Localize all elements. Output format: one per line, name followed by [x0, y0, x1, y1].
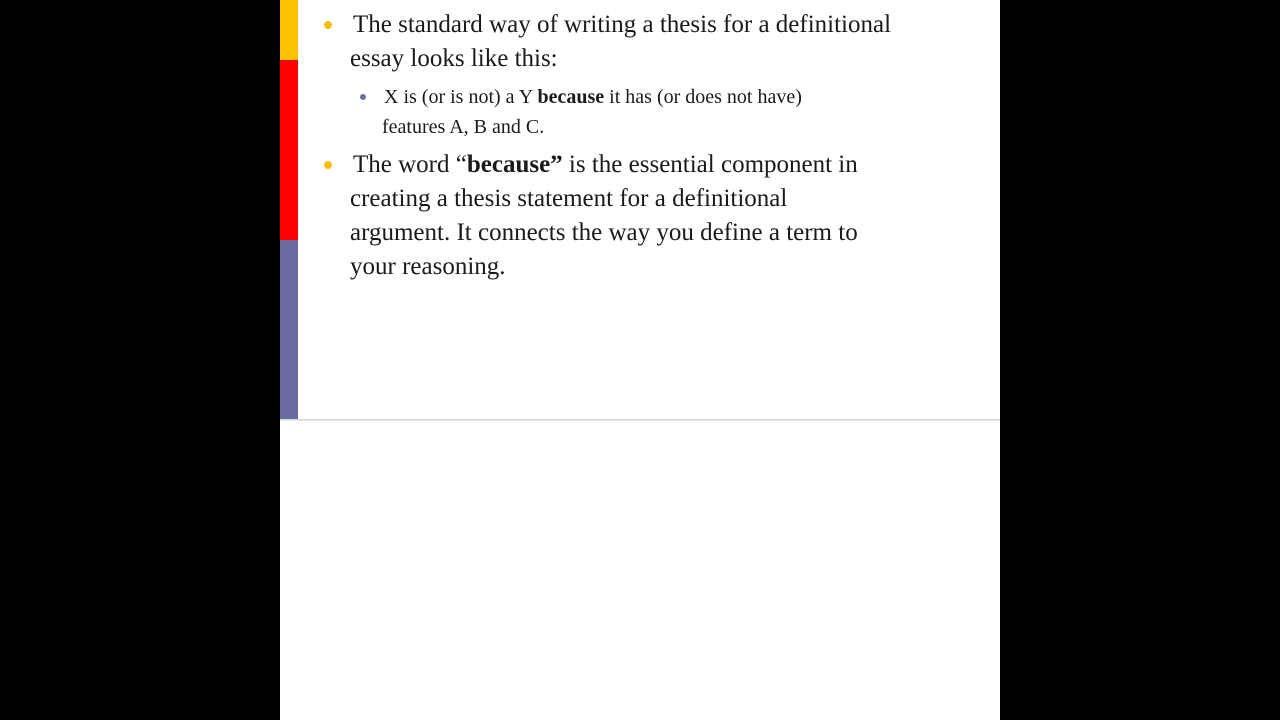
sub-bullet-line — [382, 82, 970, 112]
document-page — [280, 0, 1000, 720]
slide — [280, 0, 1000, 419]
accent-bar-blue — [280, 240, 298, 419]
bullet-thesis-format — [350, 8, 970, 76]
bullet-line: your reasoning. — [350, 253, 506, 280]
bullet-dot-icon — [324, 161, 332, 169]
slide-content — [350, 8, 970, 284]
bullet-line: essay looks like this: — [350, 45, 558, 72]
bullet-dot-icon — [324, 21, 332, 29]
template-keyword: because — [537, 86, 605, 108]
accent-bar-red — [280, 60, 298, 240]
bullet-text: The word “ — [353, 151, 467, 178]
bullet-line — [350, 148, 970, 182]
template-text: X is (or is not) a Y — [384, 86, 538, 108]
bullet-text: is the essential component in — [562, 151, 858, 178]
bullet-line: The standard way of writing a thesis for a definitional — [353, 11, 892, 38]
sub-bullet-thesis-template — [382, 82, 970, 142]
bullet-line: creating a thesis statement for a definitional — [350, 185, 788, 212]
template-text: it has (or does not have) — [604, 86, 802, 108]
sub-bullet-dot-icon — [360, 94, 366, 100]
sub-bullet-line: features A, B and C. — [382, 116, 545, 138]
accent-bar-yellow — [280, 0, 298, 60]
because-keyword: because” — [466, 151, 563, 178]
bullet-because-explanation — [350, 148, 970, 284]
bullet-line: argument. It connects the way you define a term to — [350, 219, 858, 246]
slide-divider — [280, 419, 1000, 421]
